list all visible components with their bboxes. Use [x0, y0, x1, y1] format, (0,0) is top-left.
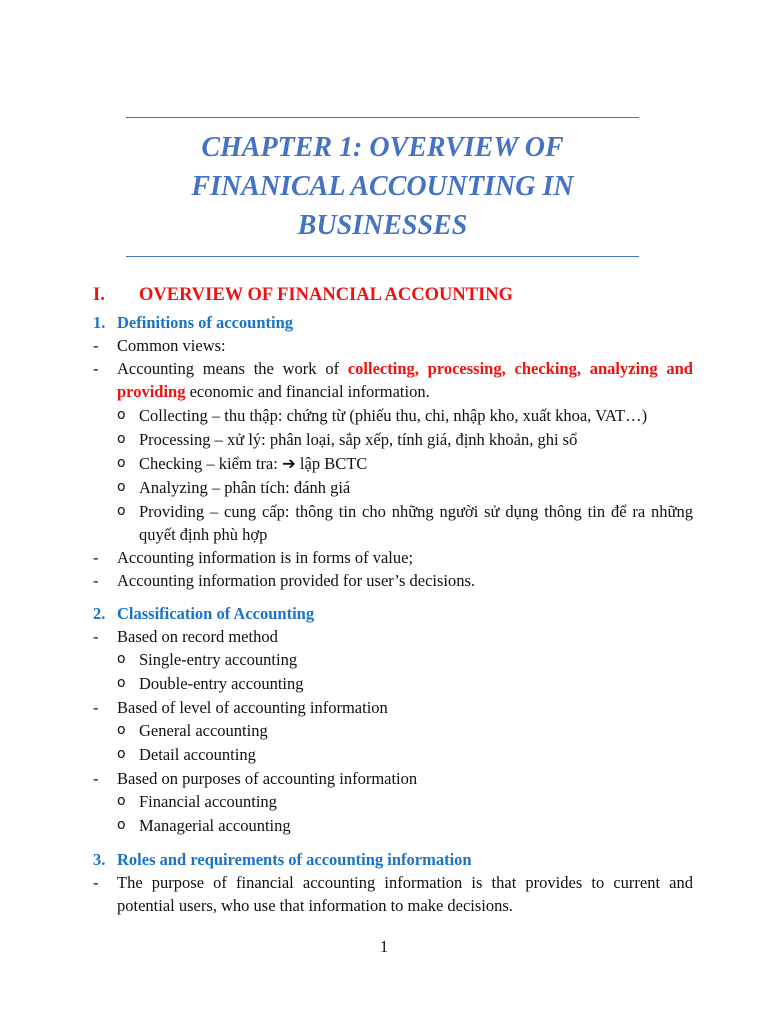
dash-marker: - [93, 698, 99, 717]
list-item-text: Single-entry accounting [139, 650, 298, 669]
list-item-text: Processing – xử lý: phân loại, sắp xếp, tính giá, định khoản, ghi sổ [139, 430, 578, 449]
title-top-rule [126, 117, 639, 118]
dash-marker: - [93, 548, 99, 567]
page-number: 1 [379, 937, 389, 956]
section-number: I. [93, 285, 105, 305]
list-item [93, 357, 693, 403]
dash-marker: - [93, 571, 99, 590]
list-item [93, 743, 693, 766]
list-item [93, 546, 693, 569]
subsection-heading-definitions [93, 311, 693, 334]
bullet-marker: o [117, 746, 126, 762]
bullet-marker: o [117, 431, 126, 447]
title-line-1: CHAPTER 1: OVERVIEW OF [201, 132, 564, 163]
list-item [93, 476, 693, 499]
list-item-text: Collecting – thu thập: chứng từ (phiếu thu, chi, nhập kho, xuất khoa, VAT…) [139, 406, 648, 425]
list-item-text: Accounting information provided for user’s decisions. [117, 571, 476, 590]
definition-highlight: collecting, processing, checking, analyzing and providing [117, 359, 693, 401]
list-item-text: Analyzing – phân tích: đánh giá [139, 478, 351, 497]
title-bottom-rule [126, 256, 639, 257]
list-item-text: Financial accounting [139, 792, 277, 811]
title-line-3: BUSINESSES [297, 210, 468, 241]
section-title: OVERVIEW OF FINANCIAL ACCOUNTING [139, 285, 514, 305]
document-body [93, 283, 693, 917]
subsection-number: 3. [93, 850, 106, 869]
bullet-marker: o [117, 722, 126, 738]
bullet-marker: o [117, 675, 126, 691]
accounting-definition [117, 357, 693, 403]
list-item-text: Based on purposes of accounting information [117, 769, 418, 788]
list-item-text: Based on record method [117, 627, 278, 646]
list-item [93, 334, 693, 357]
dash-marker: - [93, 336, 99, 355]
list-item [93, 767, 693, 790]
list-item-text: The purpose of financial accounting information is that provides to current and potential users, who use that information to make decisions. [117, 873, 693, 915]
list-item [93, 814, 693, 837]
title-line-2: FINANICAL ACCOUNTING IN [191, 171, 574, 202]
subsection-heading-roles [93, 848, 693, 871]
section-heading [93, 283, 693, 307]
list-item [93, 719, 693, 742]
chapter-title [126, 128, 639, 245]
list-item [93, 452, 693, 475]
list-item-text: Managerial accounting [139, 816, 291, 835]
definition-text-end: economic and financial information. [185, 382, 430, 401]
bullet-marker: o [117, 503, 126, 519]
subsection-title: Definitions of accounting [117, 313, 294, 332]
list-item-text: Common views: [117, 336, 226, 355]
subsection-title: Roles and requirements of accounting information [117, 850, 472, 869]
dash-marker: - [93, 873, 99, 892]
subsection-number: 2. [93, 604, 106, 623]
list-item-text: Providing – cung cấp: thông tin cho những người sử dụng thông tin để ra những quyết định phù hợp [139, 502, 693, 544]
subsection-heading-classification [93, 602, 693, 625]
list-item [93, 569, 693, 592]
bullet-marker: o [117, 793, 126, 809]
list-item-text: General accounting [139, 721, 268, 740]
dash-marker: - [93, 627, 99, 646]
list-item-text: Based of level of accounting information [117, 698, 388, 717]
list-item [93, 404, 693, 427]
definition-text-start: Accounting means the work of [117, 359, 348, 378]
subsection-title: Classification of Accounting [117, 604, 315, 623]
list-item-text: Detail accounting [139, 745, 256, 764]
list-item [93, 672, 693, 695]
list-item [93, 648, 693, 671]
list-item [93, 790, 693, 813]
list-item [93, 500, 693, 546]
bullet-marker: o [117, 407, 126, 423]
bullet-marker: o [117, 651, 126, 667]
bullet-marker: o [117, 479, 126, 495]
subsection-number: 1. [93, 313, 106, 332]
dash-marker: - [93, 359, 99, 378]
list-item-text: Double-entry accounting [139, 674, 304, 693]
list-item [93, 871, 693, 917]
bullet-marker: o [117, 455, 126, 471]
list-item-text: Accounting information is in forms of value; [117, 548, 414, 567]
list-item [93, 625, 693, 648]
list-item-text: Checking – kiểm tra: ➔ lập BCTC [139, 454, 368, 473]
dash-marker: - [93, 769, 99, 788]
list-item [93, 428, 693, 451]
bullet-marker: o [117, 817, 126, 833]
list-item [93, 696, 693, 719]
